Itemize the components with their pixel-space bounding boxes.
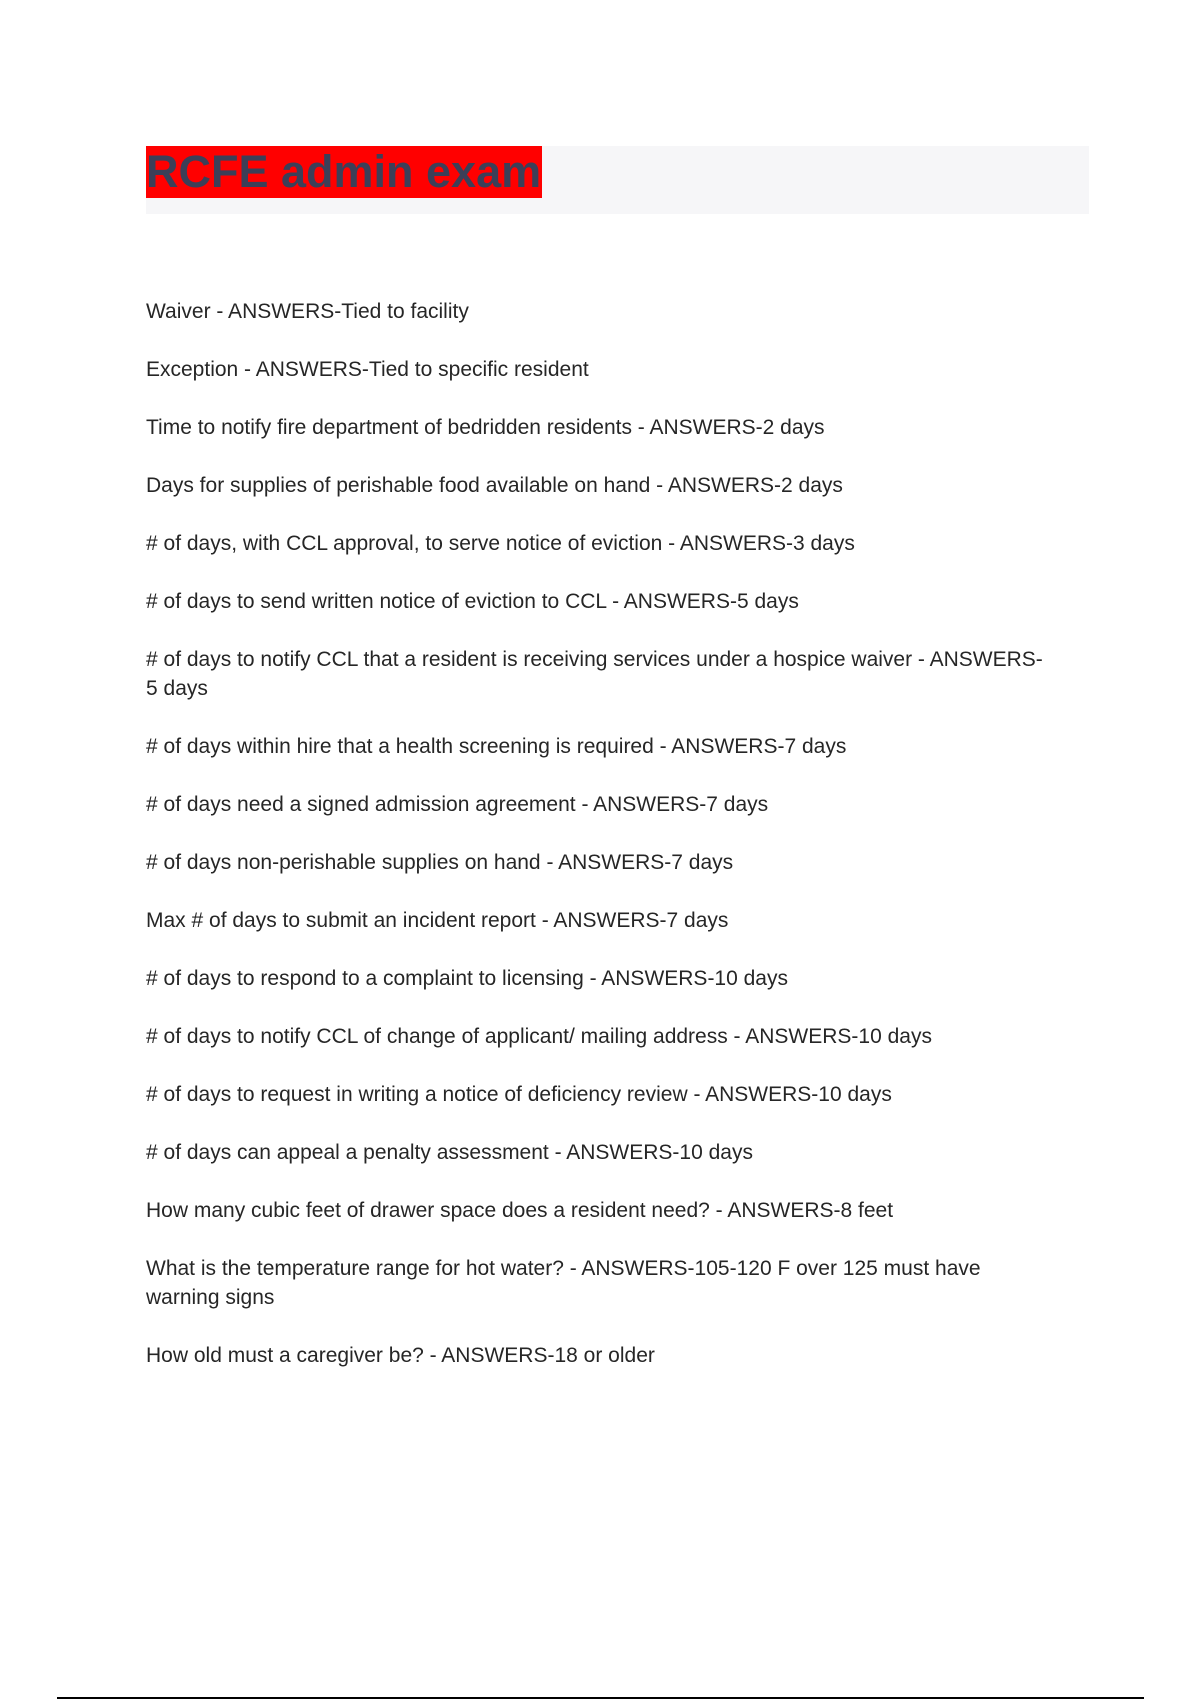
qa-item: How old must a caregiver be? - ANSWERS-18 or older — [146, 1344, 655, 1367]
qa-list — [146, 297, 1046, 1399]
qa-item: # of days to notify CCL that a resident is receiving services under a hospice waiver - ANSWERS-5 days — [146, 648, 1043, 700]
qa-item: What is the temperature range for hot water? - ANSWERS-105-120 F over 125 must have warning signs — [146, 1257, 981, 1309]
qa-item: # of days, with CCL approval, to serve notice of eviction - ANSWERS-3 days — [146, 532, 855, 555]
qa-item: # of days to respond to a complaint to licensing - ANSWERS-10 days — [146, 967, 788, 990]
qa-item: Time to notify fire department of bedridden residents - ANSWERS-2 days — [146, 416, 825, 439]
qa-item: # of days to notify CCL of change of applicant/ mailing address - ANSWERS-10 days — [146, 1025, 932, 1048]
footer-rule — [57, 1697, 1144, 1699]
qa-item: # of days can appeal a penalty assessment - ANSWERS-10 days — [146, 1141, 753, 1164]
qa-item: # of days need a signed admission agreement - ANSWERS-7 days — [146, 793, 769, 816]
qa-item: Waiver - ANSWERS-Tied to facility — [146, 300, 469, 323]
qa-item: # of days non-perishable supplies on hand - ANSWERS-7 days — [146, 851, 734, 874]
qa-item: Exception - ANSWERS-Tied to specific resident — [146, 358, 589, 381]
qa-item: Max # of days to submit an incident report - ANSWERS-7 days — [146, 909, 729, 932]
qa-item: Days for supplies of perishable food available on hand - ANSWERS-2 days — [146, 474, 843, 497]
qa-item: How many cubic feet of drawer space does a resident need? - ANSWERS-8 feet — [146, 1199, 894, 1222]
qa-item: # of days within hire that a health screening is required - ANSWERS-7 days — [146, 735, 847, 758]
qa-item: # of days to request in writing a notice of deficiency review - ANSWERS-10 days — [146, 1083, 892, 1106]
document-title: RCFE admin exam — [146, 146, 542, 197]
qa-item: # of days to send written notice of eviction to CCL - ANSWERS-5 days — [146, 590, 799, 613]
